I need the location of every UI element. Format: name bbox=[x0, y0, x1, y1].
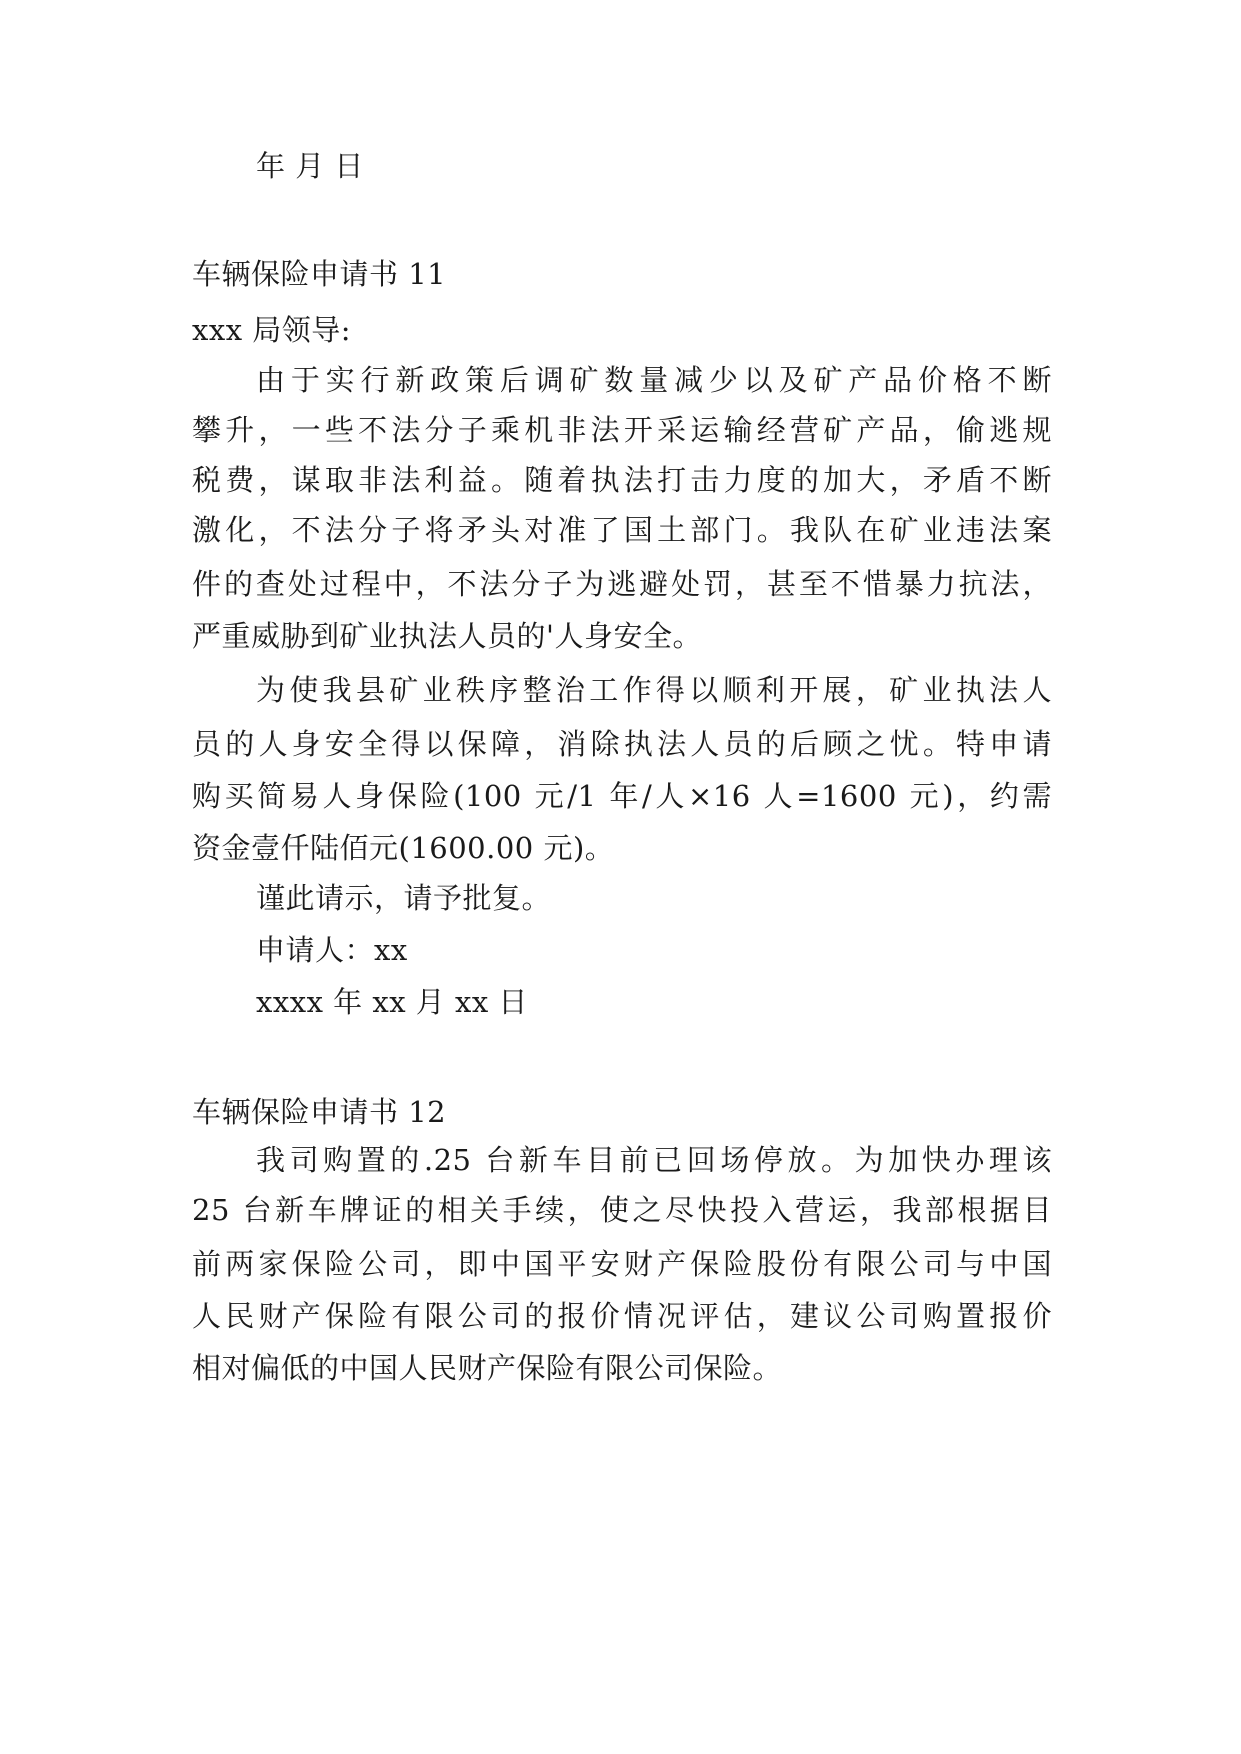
section-11-paragraph-1-line: 激化，不法分子将矛头对准了国土部门。我队在矿业违法案 bbox=[192, 513, 1052, 547]
section-11-paragraph-2-line: 员的人身安全得以保障，消除执法人员的后顾之忧。特申请 bbox=[192, 727, 1052, 761]
section-11-date: xxxx 年 xx 月 xx 日 bbox=[256, 985, 528, 1019]
section-11-paragraph-1-line: 严重威胁到矿业执法人员的'人身安全。 bbox=[192, 619, 702, 653]
section-12-paragraph-line: 前两家保险公司，即中国平安财产保险股份有限公司与中国 bbox=[192, 1247, 1052, 1281]
section-11-paragraph-1-line: 税费，谋取非法利益。随着执法打击力度的加大，矛盾不断 bbox=[192, 463, 1052, 497]
section-11-paragraph-2-line: 为使我县矿业秩序整治工作得以顺利开展，矿业执法人 bbox=[256, 673, 1052, 707]
section-12-paragraph-line: 相对偏低的中国人民财产保险有限公司保险。 bbox=[192, 1351, 783, 1385]
section-11-closing: 谨此请示，请予批复。 bbox=[256, 881, 552, 915]
section-12-paragraph-line: 人民财产保险有限公司的报价情况评估，建议公司购置报价 bbox=[192, 1299, 1052, 1333]
section-11-paragraph-1-line: 攀升，一些不法分子乘机非法开采运输经营矿产品，偷逃规 bbox=[192, 413, 1052, 447]
top-date: 年 月 日 bbox=[256, 149, 364, 183]
section-11-title: 车辆保险申请书 11 bbox=[192, 257, 447, 291]
section-11-paragraph-1-line: 由于实行新政策后调矿数量减少以及矿产品价格不断 bbox=[256, 363, 1052, 397]
section-11-paragraph-2-line: 资金壹仟陆佰元(1600.00 元)。 bbox=[192, 831, 615, 865]
section-12-paragraph-line: 25 台新车牌证的相关手续，使之尽快投入营运，我部根据目 bbox=[192, 1193, 1052, 1227]
section-11-salutation: xxx 局领导: bbox=[192, 313, 352, 347]
section-12-paragraph-line: 我司购置的.25 台新车目前已回场停放。为加快办理该 bbox=[256, 1143, 1052, 1177]
section-11-paragraph-2-line: 购买简易人身保险(100 元/1 年/人×16 人=1600 元)，约需 bbox=[192, 779, 1052, 813]
section-11-applicant: 申请人：xx bbox=[256, 933, 408, 967]
section-11-paragraph-1-line: 件的查处过程中，不法分子为逃避处罚，甚至不惜暴力抗法， bbox=[192, 567, 1052, 601]
section-12-title: 车辆保险申请书 12 bbox=[192, 1095, 447, 1129]
